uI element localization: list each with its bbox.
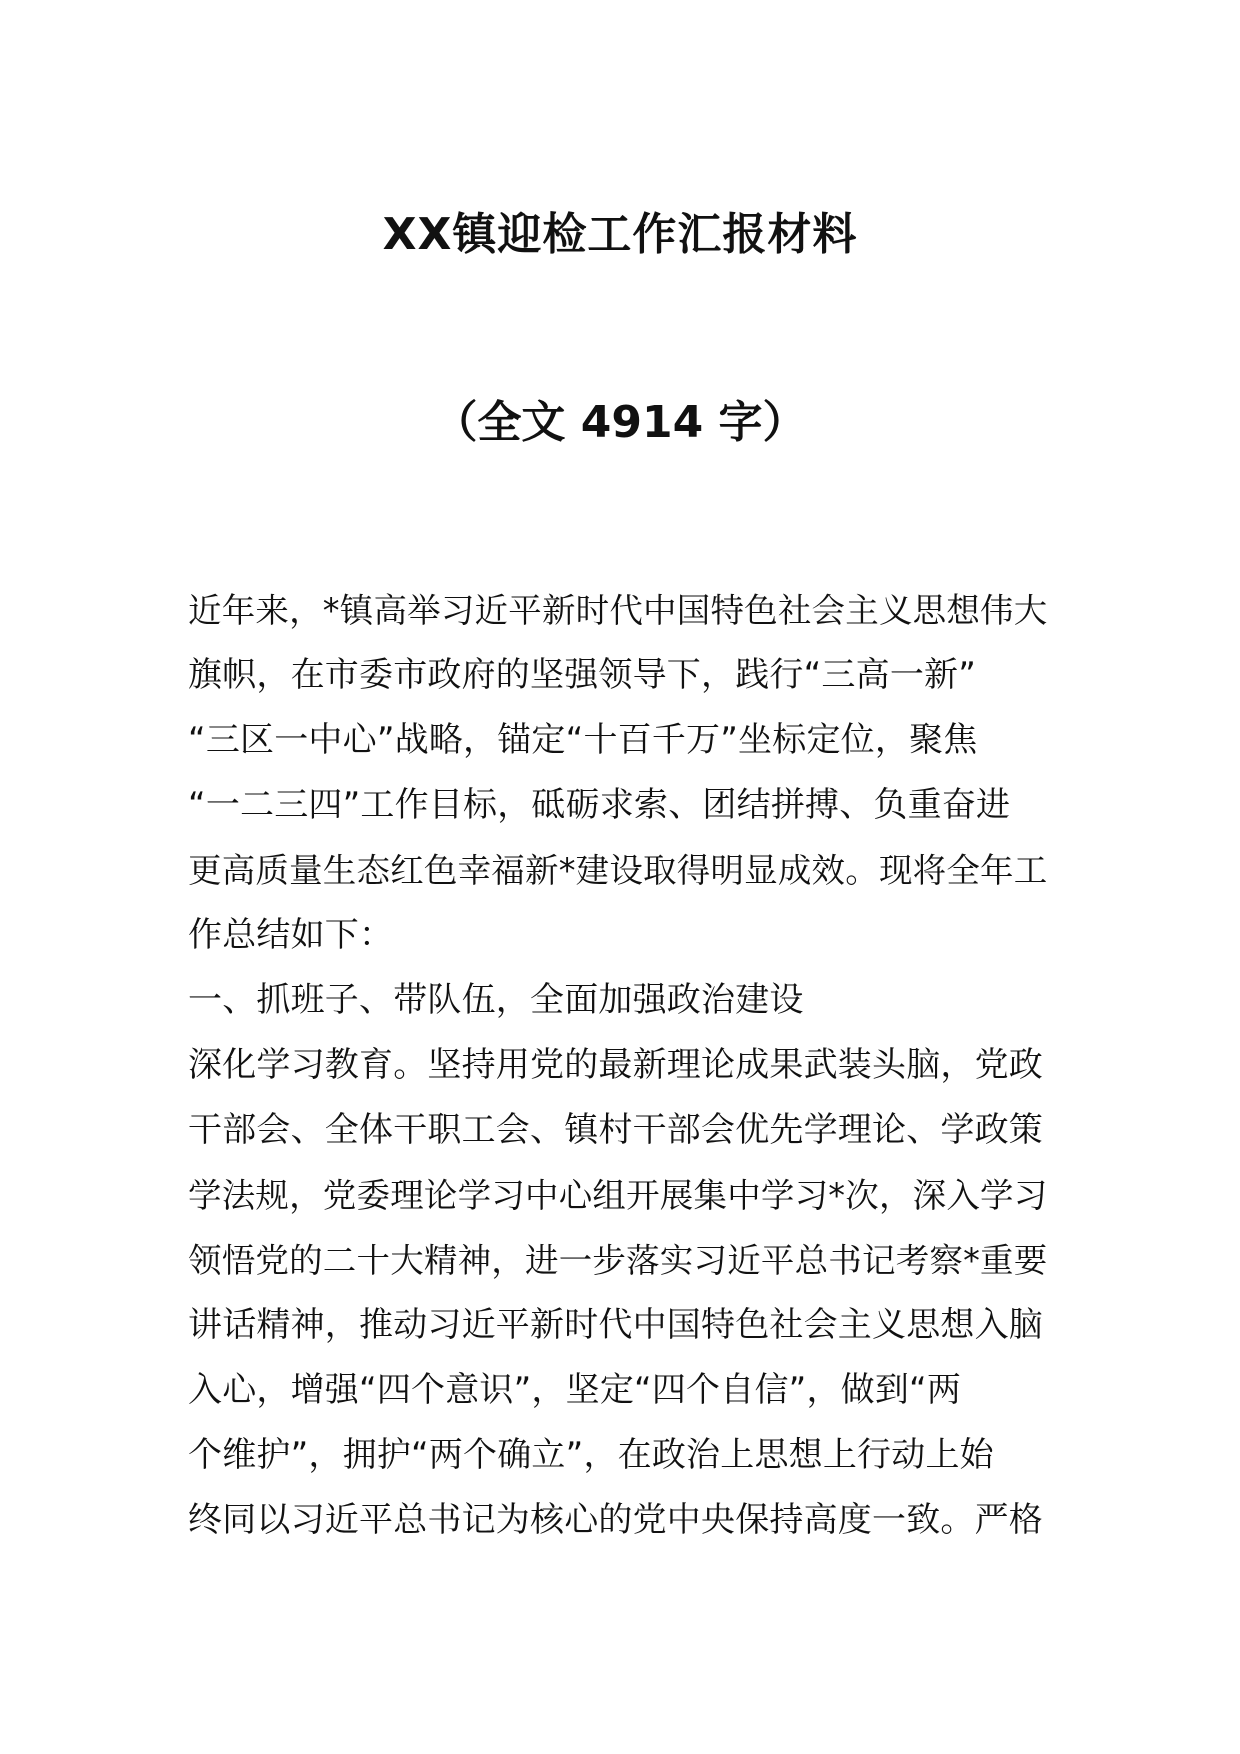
body-line: 作总结如下： xyxy=(188,915,394,955)
body-line: 旗帜，在市委市政府的坚强领导下，践行“三高一新” xyxy=(188,655,977,695)
body-line: 入心，增强“四个意识”，坚定“四个自信”，做到“两 xyxy=(188,1370,962,1410)
body-line: 讲话精神，推动习近平新时代中国特色社会主义思想入脑 xyxy=(188,1305,1043,1345)
body-line: 个维护”，拥护“两个确立”，在政治上思想上行动上始 xyxy=(188,1435,994,1475)
document-body xyxy=(188,578,1056,1553)
section-heading: 一、抓班子、带队伍，全面加强政治建设 xyxy=(188,980,804,1020)
body-line: 领悟党的二十大精神，进一步落实习近平总书记考察*重要 xyxy=(188,1241,1048,1280)
body-line: 近年来，*镇高举习近平新时代中国特色社会主义思想伟大 xyxy=(188,591,1048,630)
body-line: 干部会、全体干职工会、镇村干部会优先学理论、学政策 xyxy=(188,1110,1043,1150)
body-line: “三区一中心”战略，锚定“十百千万”坐标定位，聚焦 xyxy=(188,720,978,760)
body-line: 更高质量生态红色幸福新*建设取得明显成效。现将全年工 xyxy=(188,851,1048,890)
document-subtitle: （全文 4914 字） xyxy=(433,397,807,448)
body-line: 深化学习教育。坚持用党的最新理论成果武装头脑，党政 xyxy=(188,1045,1043,1085)
body-line: 学法规，党委理论学习中心组开展集中学习*次，深入学习 xyxy=(188,1176,1048,1215)
body-line: “一二三四”工作目标，砥砺求索、团结拼搏、负重奋进 xyxy=(188,785,1011,825)
document-title: XX镇迎检工作汇报材料 xyxy=(382,209,858,260)
body-line: 终同以习近平总书记为核心的党中央保持高度一致。严格 xyxy=(188,1500,1043,1540)
